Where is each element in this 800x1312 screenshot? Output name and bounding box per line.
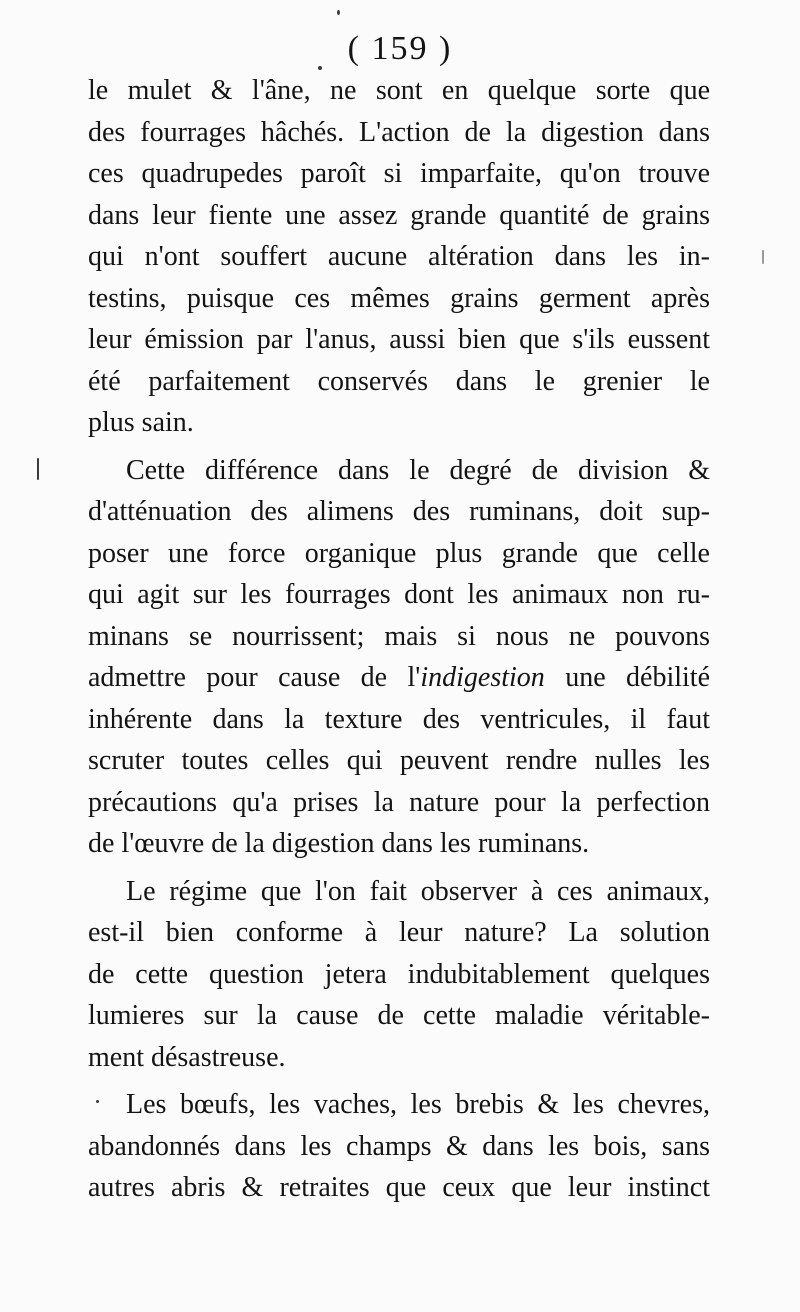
text-line: de l'œuvre de la digestion dans les ruminans.: [88, 828, 590, 859]
text-line: des fourrages hâchés. L'action de la digestion dans: [88, 116, 710, 148]
text-line: autres abris & retraites que ceux que leur instinct: [88, 1172, 710, 1203]
ink-speck: [96, 1100, 99, 1103]
text-line: inhérente dans la texture des ventricules, il faut: [88, 703, 710, 735]
text-line: de cette question jetera indubitablement quelques: [88, 958, 710, 990]
ink-speck: [318, 66, 322, 70]
text-line: minans se nourrissent; mais si nous ne pouvons: [88, 620, 710, 652]
text-line: Le régime que l'on fait observer à ces animaux,: [126, 875, 710, 907]
text-line: lumieres sur la cause de cette maladie véritable-: [88, 1000, 710, 1031]
text-line: testins, puisque ces mêmes grains germent après: [88, 282, 710, 314]
text-line: dans leur fiente une assez grande quantité de grains: [88, 199, 710, 231]
page-number: ( 159 ): [347, 30, 453, 67]
body-text: [88, 70, 710, 1209]
text-line: scruter toutes celles qui peuvent rendre nulles les: [88, 745, 710, 776]
text-line: Les bœufs, les vaches, les brebis & les chevres,: [126, 1089, 710, 1120]
text-line: ces quadrupedes paroît si imparfaite, qu'on trouve: [88, 158, 710, 189]
text-line: leur émission par l'anus, aussi bien que s'ils eussent: [88, 324, 710, 355]
text-line: Cette différence dans le degré de division &: [126, 454, 710, 486]
text-line: qui n'ont souffert aucune altération dans les in-: [88, 241, 710, 272]
ink-speck: [337, 10, 340, 15]
text-line: été parfaitement conservés dans le grenier le: [88, 365, 710, 397]
text-line: qui agit sur les fourrages dont les animaux non ru-: [88, 579, 710, 610]
text-line: plus sain.: [88, 407, 194, 438]
text-line: abandonnés dans les champs & dans les bois, sans: [88, 1130, 710, 1162]
text-line: est-il bien conforme à leur nature? La solution: [88, 917, 710, 948]
text-line: poser une force organique plus grande que celle: [88, 537, 710, 569]
ink-speck: [762, 250, 764, 264]
text-line: ment désastreuse.: [88, 1041, 286, 1073]
text-line: le mulet & l'âne, ne sont en quelque sorte que: [88, 75, 710, 106]
text-line: d'atténuation des alimens des ruminans, doit sup-: [88, 496, 710, 527]
text-line: précautions qu'a prises la nature pour la perfection: [88, 786, 710, 818]
italic-term: indigestion: [420, 662, 545, 693]
ink-speck: [37, 458, 39, 480]
text-line-with-italic: admettre pour cause de l'indigestion une débilité: [88, 662, 710, 693]
